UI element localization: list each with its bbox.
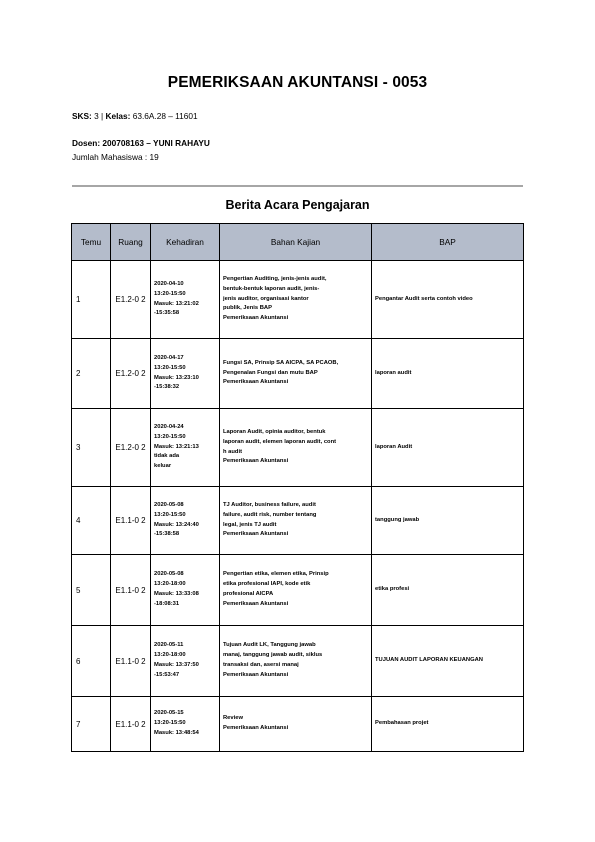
student-count: Jumlah Mahasiswa : 19 (72, 152, 159, 162)
bap-table (71, 223, 524, 752)
temu-cell: 6 (72, 626, 111, 697)
kehadiran-line: keluar (154, 463, 172, 470)
kehadiran-line: Masuk: 13:24:40 (154, 521, 199, 528)
table-row (72, 409, 524, 487)
temu-cell: 3 (72, 409, 111, 487)
page-title: PEMERIKSAAN AKUNTANSI - 0053 (167, 74, 428, 91)
bahan-line: Tujuan Audit LK, Tanggung jawab (223, 642, 316, 649)
section-title: Berita Acara Pengajaran (225, 198, 370, 212)
kehadiran-line: Masuk: 13:23:10 (154, 374, 199, 381)
ruang-cell: E1.1-0 2 (111, 555, 151, 626)
ruang-cell: E1.2-0 2 (111, 261, 151, 339)
course-info (72, 111, 198, 121)
bahan-cell (220, 555, 372, 626)
bap-cell: Pengantar Audit serta contoh video (372, 261, 524, 339)
kehadiran-line: 2020-05-08 (154, 501, 184, 508)
bahan-line: legal, jenis TJ audit (223, 521, 277, 528)
bahan-line: Pengenalan Fungsi dan mutu BAP (223, 369, 318, 376)
col-header-ruang: Ruang (111, 224, 151, 261)
kehadiran-line: 13:20-15:50 (154, 364, 186, 371)
bahan-line: Pemeriksaan Akuntansi (223, 458, 289, 465)
bap-cell: tanggung jawab (372, 487, 524, 555)
dosen-value: 200708163 – YUNI RAHAYU (100, 138, 210, 148)
bahan-line: Pemeriksaan Akuntansi (223, 315, 289, 322)
lecturer-info (72, 138, 210, 148)
bahan-line: Review (223, 715, 243, 722)
kehadiran-line: -15:35:58 (154, 310, 180, 317)
kehadiran-line: 2020-05-08 (154, 571, 184, 578)
bahan-line: bentuk-bentuk laporan audit, jenis- (223, 285, 320, 292)
bahan-line: jenis auditor, organisasi kantor (223, 295, 309, 302)
kehadiran-line: Masuk: 13:21:13 (154, 443, 199, 450)
kehadiran-line: tidak ada (154, 453, 180, 460)
bahan-line: transaksi dan, asersi manaj (223, 662, 299, 668)
kehadiran-line: 2020-04-24 (154, 424, 184, 430)
kehadiran-line: 13:20-18:00 (154, 581, 186, 588)
bahan-line: laporan audit, elemen laporan audit, cont (223, 438, 337, 445)
kehadiran-line: 13:20-15:50 (154, 290, 186, 297)
kehadiran-line: -18:08:31 (154, 600, 180, 607)
ruang-cell: E1.1-0 2 (111, 697, 151, 752)
kehadiran-line: Masuk: 13:48:54 (154, 729, 199, 736)
bahan-line: TJ Auditor, business failure, audit (223, 501, 316, 508)
temu-cell: 2 (72, 339, 111, 409)
table-row (72, 697, 524, 752)
bahan-line: Pengertian Auditing, jenis-jenis audit, (223, 276, 327, 282)
col-header-bap: BAP (372, 224, 524, 261)
bahan-line: Pemeriksaan Akuntansi (223, 531, 289, 538)
kehadiran-cell (151, 555, 220, 626)
bahan-line: Pengertian etika, elemen etika, Prinsip (223, 571, 329, 578)
kehadiran-cell (151, 339, 220, 409)
ruang-cell: E1.2-0 2 (111, 339, 151, 409)
table-row (72, 626, 524, 697)
table-row (72, 555, 524, 626)
bap-cell: etika profesi (372, 555, 524, 626)
bahan-line: profesional AICPA (223, 591, 274, 597)
sks-label: SKS: (72, 111, 92, 121)
bahan-cell (220, 626, 372, 697)
kehadiran-line: -15:53:47 (154, 671, 180, 678)
kehadiran-line: 13:20-15:50 (154, 433, 186, 440)
bahan-cell (220, 261, 372, 339)
bap-cell: laporan audit (372, 339, 524, 409)
sks-value: 3 | (91, 111, 106, 121)
bap-cell: Pembahasan projet (372, 697, 524, 752)
kelas-label: Kelas: (105, 111, 131, 121)
bahan-line: Laporan Audit, opinia auditor, bentuk (223, 428, 326, 435)
kehadiran-line: 2020-04-17 (154, 354, 184, 361)
kehadiran-cell (151, 626, 220, 697)
bahan-line: etika profesional IAPI, kode etik (223, 581, 311, 588)
temu-cell: 5 (72, 555, 111, 626)
kehadiran-cell (151, 261, 220, 339)
bahan-cell (220, 409, 372, 487)
bap-cell: laporan Audit (372, 409, 524, 487)
divider (72, 185, 523, 187)
bahan-line: Fungsi SA, Prinsip SA AICPA, SA PCAOB, (223, 359, 339, 366)
kehadiran-line: Masuk: 13:21:02 (154, 300, 199, 307)
bahan-line: failure, audit risk, number tentang (223, 511, 317, 518)
temu-cell: 7 (72, 697, 111, 752)
kehadiran-cell (151, 697, 220, 752)
bahan-line: publik, Jenis BAP (223, 305, 272, 312)
temu-cell: 4 (72, 487, 111, 555)
kehadiran-line: 13:20-15:50 (154, 511, 186, 518)
bahan-line: Pemeriksaan Akuntansi (223, 725, 289, 731)
kehadiran-line: 2020-05-11 (154, 642, 184, 649)
temu-cell: 1 (72, 261, 111, 339)
kelas-value: 63.6A.28 – 11601 (130, 111, 198, 121)
kehadiran-line: 2020-04-10 (154, 280, 184, 287)
bahan-line: Pemeriksaan Akuntansi (223, 671, 289, 678)
table-header-row (72, 224, 524, 261)
ruang-cell: E1.1-0 2 (111, 487, 151, 555)
bahan-cell (220, 487, 372, 555)
bap-cell: TUJUAN AUDIT LAPORAN KEUANGAN (372, 626, 524, 697)
kehadiran-line: 2020-05-15 (154, 710, 184, 717)
bahan-line: h audit (223, 448, 242, 455)
kehadiran-line: -15:38:32 (154, 384, 180, 391)
kehadiran-cell (151, 409, 220, 487)
kehadiran-line: Masuk: 13:33:08 (154, 591, 199, 597)
col-header-bahan-kajian: Bahan Kajian (220, 224, 372, 261)
kehadiran-cell (151, 487, 220, 555)
table-row (72, 487, 524, 555)
kehadiran-line: -15:38:58 (154, 531, 180, 538)
table-row (72, 339, 524, 409)
bahan-cell (220, 697, 372, 752)
bahan-line: Pemeriksaan Akuntansi (223, 600, 289, 607)
kehadiran-line: 13:20-15:50 (154, 720, 186, 727)
ruang-cell: E1.1-0 2 (111, 626, 151, 697)
col-header-temu: Temu (72, 224, 111, 261)
kehadiran-line: 13:20-18:00 (154, 652, 186, 659)
bahan-line: manaj, tanggung jawab audit, siklus (223, 652, 323, 659)
bahan-cell (220, 339, 372, 409)
col-header-kehadiran: Kehadiran (151, 224, 220, 261)
table-row (72, 261, 524, 339)
bahan-line: Pemeriksaan Akuntansi (223, 379, 289, 386)
dosen-label: Dosen: (72, 138, 101, 148)
kehadiran-line: Masuk: 13:37:50 (154, 662, 199, 668)
ruang-cell: E1.2-0 2 (111, 409, 151, 487)
